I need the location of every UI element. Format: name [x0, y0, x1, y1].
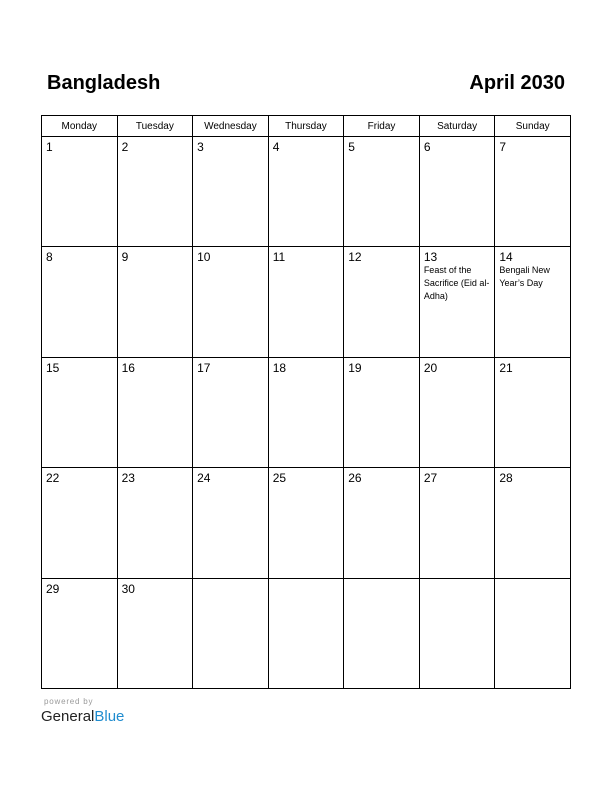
- day-number: 8: [46, 250, 53, 265]
- day-cell: [268, 468, 344, 578]
- day-cell: [193, 247, 269, 357]
- day-cell: [117, 578, 193, 688]
- day-number: 29: [46, 581, 60, 596]
- day-cell: [117, 357, 193, 467]
- week-row: [42, 578, 571, 688]
- day-cell: [268, 137, 344, 247]
- day-number: 18: [272, 360, 287, 375]
- day-cell: [419, 357, 495, 467]
- day-number: 24: [197, 471, 211, 486]
- month-title: April 2030: [469, 72, 565, 94]
- weekday-saturday: Saturday: [419, 116, 495, 137]
- day-cell: [268, 578, 344, 688]
- day-cell: [193, 357, 269, 467]
- day-number: 28: [499, 471, 513, 486]
- day-cell: [117, 468, 193, 578]
- day-cell: [495, 468, 571, 578]
- day-number: 6: [423, 140, 431, 154]
- day-cell: [495, 578, 571, 688]
- day-number: 9: [121, 250, 129, 265]
- day-cell: [419, 247, 495, 357]
- day-number: 25: [272, 471, 287, 486]
- logo-text-blue: Blue: [94, 708, 125, 725]
- day-cell: [42, 468, 118, 578]
- day-cell: [419, 137, 495, 247]
- weekday-thursday: Thursday: [268, 116, 344, 137]
- day-number: 5: [348, 140, 355, 154]
- day-number: 17: [197, 360, 211, 375]
- logo-text-general: General: [41, 708, 95, 725]
- day-cell: [42, 578, 118, 688]
- day-cell: [344, 247, 420, 357]
- day-number: 23: [121, 471, 135, 486]
- holiday-label: Feast of the Sacrifice (Eid al-Adha): [423, 265, 490, 302]
- weekday-wednesday: Wednesday: [193, 116, 269, 137]
- day-number: 22: [46, 471, 60, 486]
- day-cell: [344, 357, 420, 467]
- week-row: [42, 468, 571, 578]
- day-number: 11: [272, 250, 286, 265]
- day-number: 14: [499, 250, 513, 265]
- day-cell: [117, 137, 193, 247]
- day-cell: [42, 357, 118, 467]
- powered-by-label: powered by: [44, 697, 94, 706]
- weekday-friday: Friday: [344, 116, 420, 137]
- day-number: 13: [423, 250, 438, 265]
- day-cell: [495, 137, 571, 247]
- day-cell: [495, 247, 571, 357]
- day-number: 27: [423, 471, 438, 486]
- country-title: Bangladesh: [47, 72, 161, 94]
- day-number: 10: [197, 250, 211, 265]
- day-cell: [495, 357, 571, 467]
- day-number: 26: [348, 471, 362, 486]
- weekday-header-row: [42, 116, 571, 137]
- day-cell: [42, 137, 118, 247]
- day-number: 1: [46, 140, 53, 154]
- day-number: 20: [423, 360, 438, 375]
- day-cell: [344, 137, 420, 247]
- day-cell: [344, 578, 420, 688]
- day-number: 3: [197, 140, 204, 154]
- day-cell: [117, 247, 193, 357]
- week-row: [42, 137, 571, 247]
- day-number: 15: [46, 360, 60, 375]
- weekday-tuesday: Tuesday: [117, 116, 193, 137]
- holiday-label: Bengali New Year’s Day: [499, 265, 550, 289]
- weekday-sunday: Sunday: [495, 116, 571, 137]
- day-cell: [344, 468, 420, 578]
- day-number: 12: [348, 250, 362, 265]
- day-number: 7: [499, 140, 507, 154]
- weekday-monday: Monday: [42, 116, 118, 137]
- day-cell: [268, 247, 344, 357]
- day-cell: [193, 578, 269, 688]
- day-number: 21: [499, 360, 513, 375]
- day-number: 4: [272, 140, 280, 154]
- day-number: 16: [121, 360, 135, 375]
- week-row: [42, 357, 571, 467]
- day-cell: [419, 468, 495, 578]
- calendar-grid: [41, 115, 571, 689]
- day-cell: [419, 578, 495, 688]
- day-cell: [193, 137, 269, 247]
- day-number: 30: [121, 581, 135, 596]
- day-cell: [193, 468, 269, 578]
- day-cell: [268, 357, 344, 467]
- day-number: 19: [348, 360, 362, 375]
- day-number: 2: [121, 140, 129, 154]
- day-cell: [42, 247, 118, 357]
- generalblue-logo: [41, 708, 124, 725]
- week-row: [42, 247, 571, 357]
